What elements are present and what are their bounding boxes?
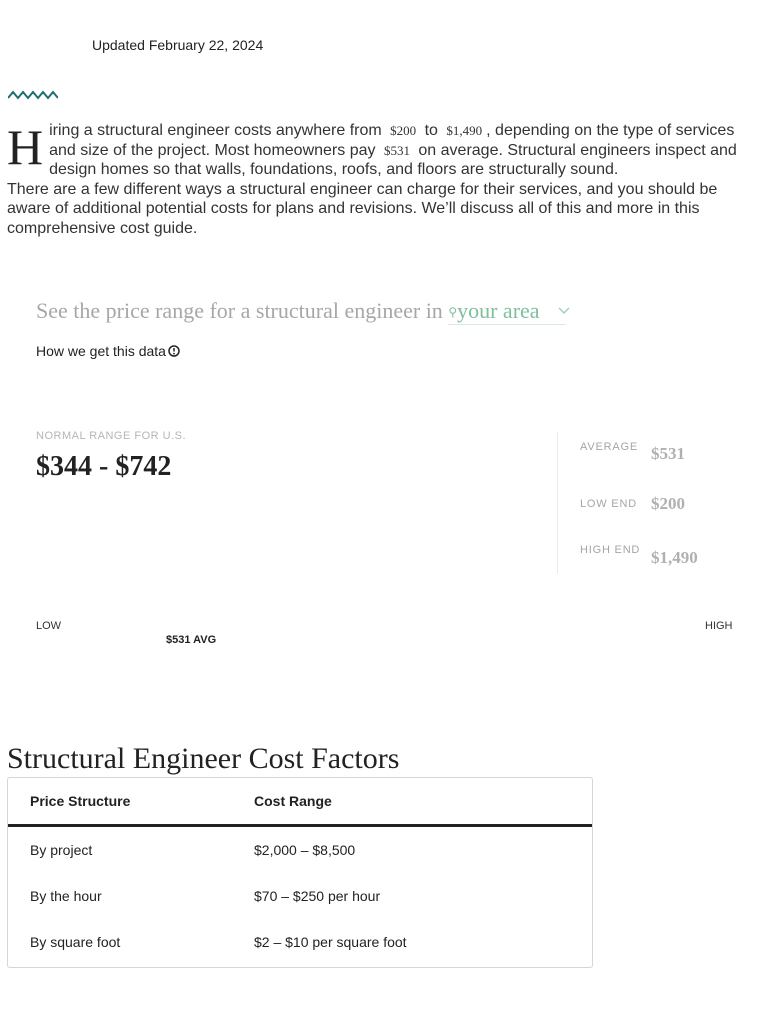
location-pin-icon: ⚲ [448,305,458,319]
chevron-down-icon [556,306,572,316]
price-low-inline: $200 [390,123,417,138]
price-range-heading [36,298,566,325]
drop-cap: H [7,119,44,175]
scale-high-label: HIGH [705,620,733,632]
normal-range-label: NORMAL RANGE FOR U.S. [36,430,187,442]
average-marker-label: $531 AVG [166,634,217,646]
table-row [8,919,592,965]
average-label: AVERAGE [580,441,638,453]
zigzag-divider-icon [8,90,58,100]
how-we-get-data-link[interactable] [36,343,180,359]
high-end-value: $1,490 [651,548,698,567]
table-cell: By the hour [30,888,102,904]
price-high-inline: $1,490 [446,123,483,138]
intro-text [7,121,761,238]
table-row [8,873,592,919]
price-avg-inline: $531 [383,142,410,158]
low-end-label: LOW END [580,498,637,510]
intro-paragraph-1 [7,121,761,180]
location-label: your area [457,298,540,323]
intro-paragraph-2: There are a few different ways a structural engineer can charge for their services, and you should be aware of additional potential costs for plans and revisions. We’ll discuss all of this and more in this comprehensive cost guide. [7,180,718,237]
info-icon [168,345,180,357]
low-end-value: $200 [651,494,685,513]
how-we-get-data-text: How we get this data [36,343,166,359]
table-row [8,826,592,874]
intro-connector: to [424,122,438,139]
table-header-row [8,778,592,826]
price-range-heading-text: See the price range for a structural engineer in [36,298,443,323]
normal-range-value: $344 - $742 [36,451,172,482]
stats-divider [557,432,558,574]
high-end-label: HIGH END [580,544,641,556]
table-cell: By project [30,842,93,858]
intro-text-part-2: , depending on the type of services and size of the project. Most homeowners pay [49,122,735,159]
table-header-cost-range: Cost Range [254,778,592,826]
table-header-price-structure: Price Structure [8,778,254,826]
updated-date: Updated February 22, 2024 [92,37,264,53]
average-value: $531 [651,444,685,463]
cost-factors-table [7,777,593,968]
table-cell: $70 – $250 per hour [254,888,381,904]
table-cell: $2,000 – $8,500 [254,842,356,858]
intro-text-part-1: iring a structural engineer costs anywhere from [49,122,382,139]
cost-factors-title: Structural Engineer Cost Factors [7,742,400,775]
table-cell: $2 – $10 per square foot [254,934,407,950]
location-selector[interactable] [448,298,565,325]
table-cell: By square foot [30,934,121,950]
scale-low-label: LOW [36,620,62,632]
intro-text-part-3: on average. Structural engineers inspect and design homes so that walls, foundations, roofs, and floors are structurally sound. [49,141,737,178]
